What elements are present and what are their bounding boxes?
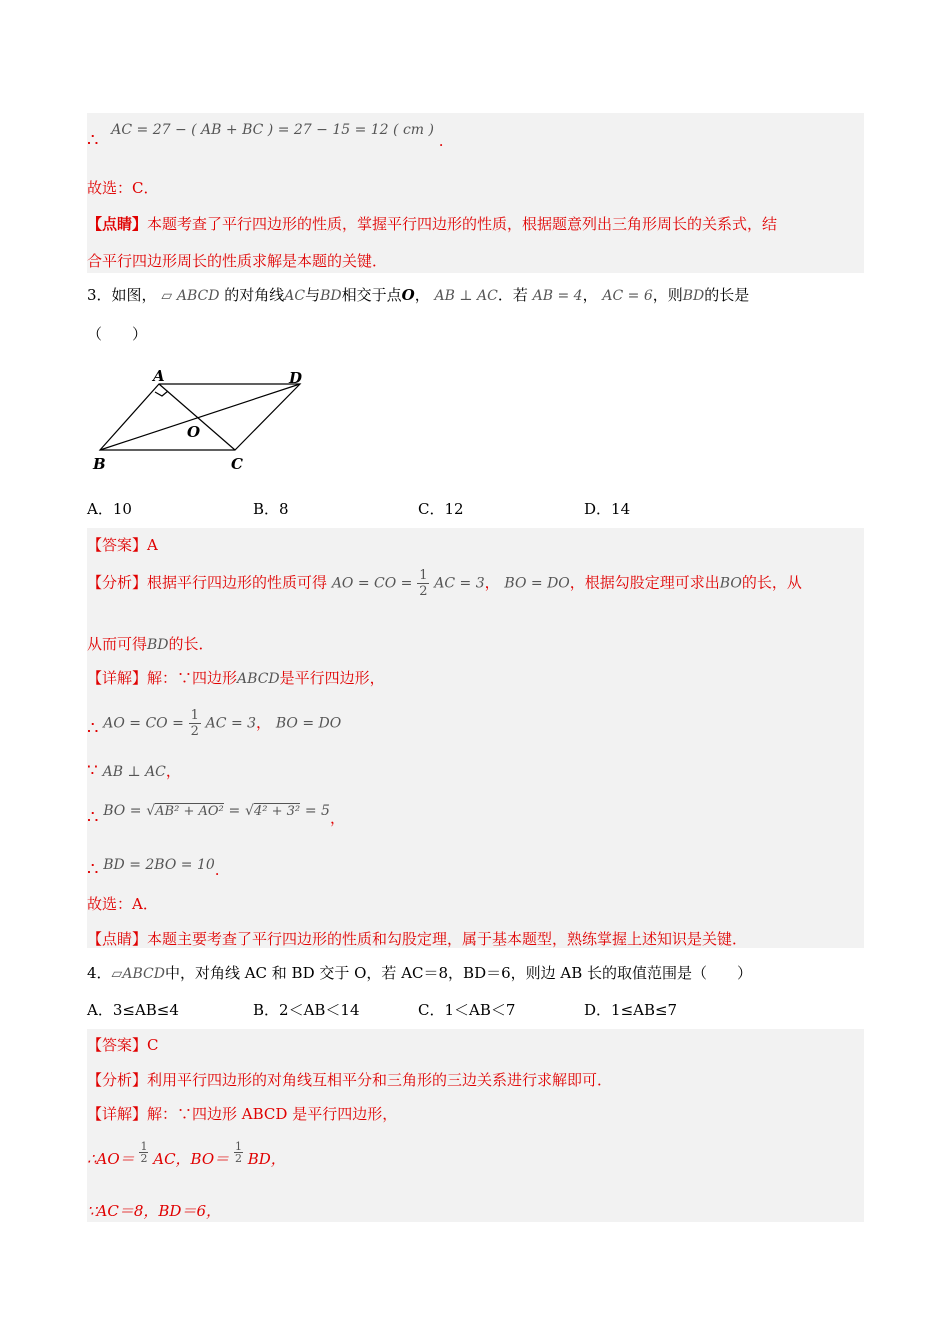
- sqrt-sign-icon: √AB² + AO²: [146, 803, 224, 819]
- option-c[interactable]: C．1＜AB＜7: [418, 1001, 516, 1019]
- label-b: B: [93, 455, 106, 473]
- option-c[interactable]: C．12: [418, 500, 464, 518]
- formula-line: ∴ AC = 27 − ( AB + BC ) = 27 − 15 = 12 ( cm ) .: [87, 122, 444, 151]
- question-3: 3．如图， ▱ ABCD 的对角线AC与BD相交于点O， AB ⊥ AC．若 AB = 4， AC = 6，则BD的长是: [87, 286, 750, 304]
- question-4: 4．▱ABCD中，对角线 AC 和 BD 交于 O，若 AC＝8，BD＝6，则边 AB 长的取值范围是（ ）: [87, 964, 753, 982]
- label-d: D: [289, 369, 303, 387]
- right-angle-mark: [155, 391, 168, 396]
- comment-q2: 【点睛】本题考查了平行四边形的性质，掌握平行四边形的性质，根据题意列出三角形周长的关系式，结: [87, 215, 778, 233]
- answer-paren: （ ）: [87, 325, 148, 343]
- therefore-symbol: ∴: [87, 130, 99, 151]
- option-a[interactable]: A．10: [87, 500, 132, 518]
- solution-box-q4: [87, 1029, 864, 1222]
- perimeter-formula: AC = 27 − ( AB + BC ) = 27 − 15 = 12 ( cm ): [111, 122, 434, 138]
- option-b[interactable]: B．8: [253, 500, 289, 518]
- parallelogram-icon: ▱: [111, 966, 123, 982]
- choose-c: 故选：C．: [87, 179, 159, 197]
- because-symbol: ∵: [87, 761, 98, 781]
- detail-q3: 【详解】解：∵四边形ABCD是平行四边形，: [87, 669, 385, 687]
- step-3: ∴ BO = √AB² + AO² = √4² + 3² = 5，: [87, 803, 345, 828]
- fraction-half: $\frac{1}{2}$: [419, 568, 428, 599]
- option-b[interactable]: B．2＜AB＜14: [253, 1001, 360, 1019]
- analysis-q3: 【分析】根据平行四边形的性质可得 AO = CO = $\frac{1}{2}$ AC = 3， BO = DO，根据勾股定理可求出BO的长，从: [87, 568, 802, 599]
- q4-step-2: ∵AC＝8，BD＝6，: [87, 1202, 221, 1220]
- answer-q3: 【答案】A: [87, 536, 158, 554]
- step-2: ∵ AB ⊥ AC，: [87, 761, 181, 781]
- comment-q2-line2: 合平行四边形周长的性质求解是本题的关键．: [87, 252, 388, 270]
- label-c: C: [231, 455, 243, 473]
- choose-a: 故选：A．: [87, 895, 158, 913]
- step-1: ∴ AO = CO = $\frac{1}{2}$ AC = 3， BO = DO: [87, 708, 342, 739]
- label-a: A: [153, 367, 165, 385]
- analysis-q4: 【分析】利用平行四边形的对角线互相平分和三角形的三边关系进行求解即可．: [87, 1071, 613, 1089]
- q4-step-1: ∴AO＝ $\frac{1}{2}$ AC，BO＝ $\frac{1}{2}$ BD，: [87, 1139, 286, 1168]
- comment-q3: 【点睛】本题主要考查了平行四边形的性质和勾股定理，属于基本题型，熟练掌握上述知识是关键．: [87, 930, 748, 948]
- parallelogram-figure: [85, 362, 325, 477]
- option-d[interactable]: D．1≤AB≤7: [584, 1001, 678, 1019]
- analysis-q3-line2: 从而可得BD的长．: [87, 635, 214, 653]
- detail-q4: 【详解】解：∵四边形 ABCD 是平行四边形，: [87, 1105, 398, 1123]
- answer-q4: 【答案】C: [87, 1036, 159, 1054]
- comment-tag: 【点睛】: [87, 215, 148, 233]
- label-o: O: [187, 423, 201, 441]
- step-4: ∴ BD = 2BO = 10.: [87, 857, 220, 880]
- option-a[interactable]: A．3≤AB≤4: [87, 1001, 179, 1019]
- parallelogram-icon: ▱: [161, 288, 173, 304]
- option-d[interactable]: D．14: [584, 500, 631, 518]
